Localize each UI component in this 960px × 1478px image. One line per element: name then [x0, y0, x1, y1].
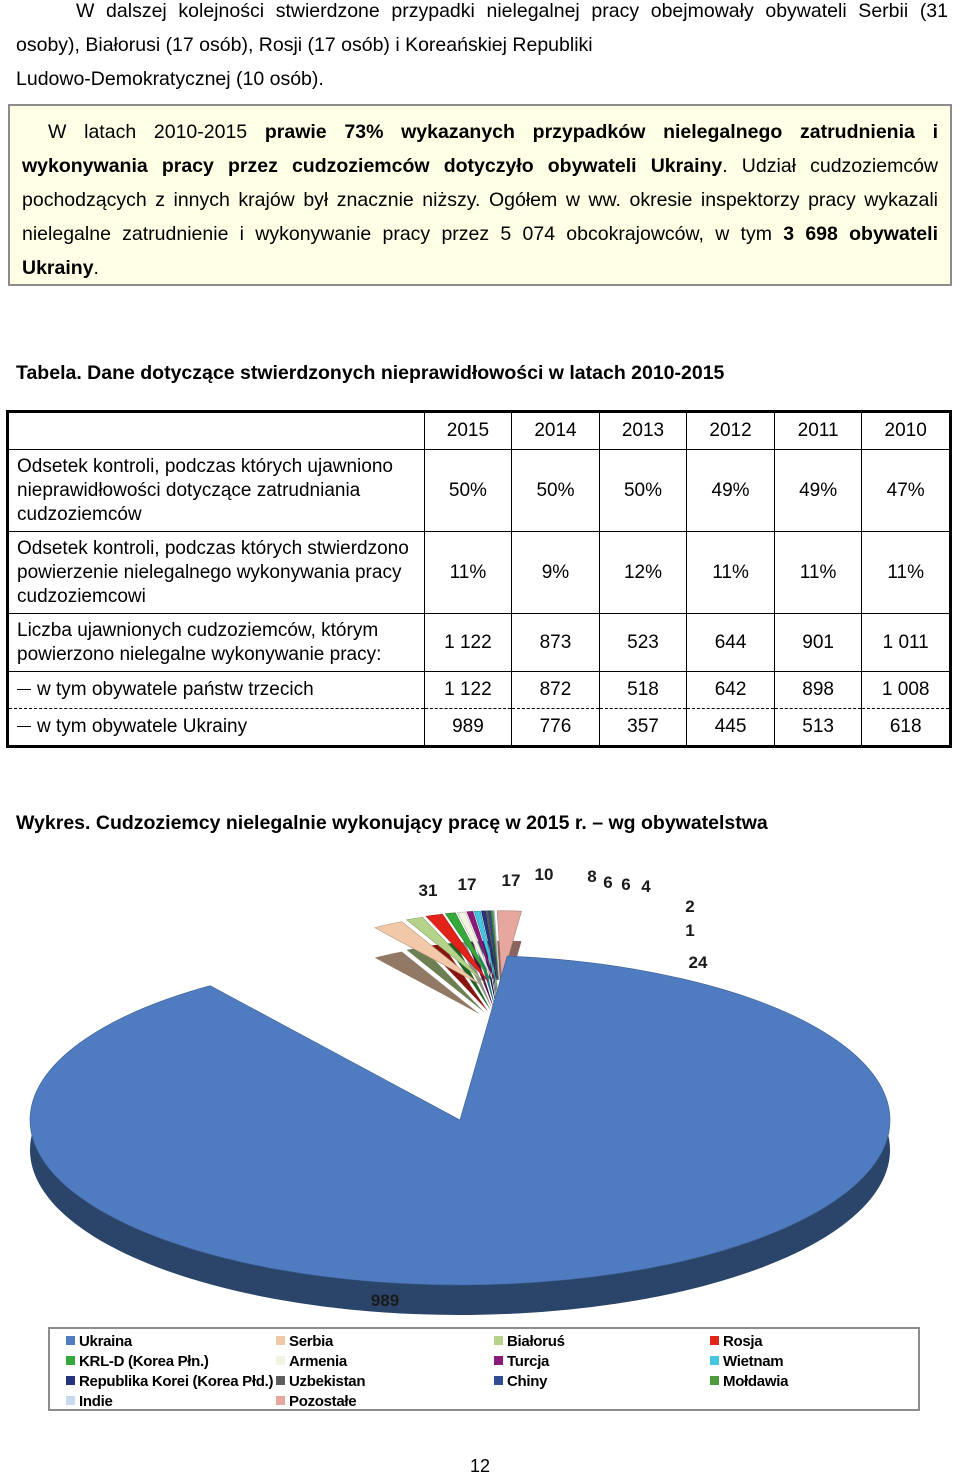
data-label: 17 [501, 871, 521, 890]
table-cell: 618 [862, 709, 951, 747]
dash-marker [17, 689, 31, 690]
legend-swatch [66, 1336, 75, 1345]
table-cell: 9% [512, 532, 600, 614]
callout-part3: . [93, 257, 99, 279]
row-label: Liczba ujawnionych cudzoziemców, którym powierzono nielegalne wykonywanie pracy: [8, 614, 425, 672]
callout-text [22, 115, 938, 285]
data-table [6, 410, 952, 748]
legend-item [494, 1353, 549, 1370]
legend-label: Uzbekistan [289, 1373, 366, 1390]
year-header: 2012 [687, 412, 775, 450]
summary-callout [8, 104, 952, 286]
table-cell: 644 [687, 614, 775, 672]
intro-text: W dalszej kolejności stwierdzone przypadki nielegalnej pracy obejmowały obywateli Serbii (31 osoby), Białorusi (17 osób), Rosji (17 osób) i Koreańskiej Republiki [16, 0, 948, 56]
legend-swatch [276, 1336, 285, 1345]
legend-item [494, 1333, 565, 1350]
table-cell: 357 [599, 709, 687, 747]
callout-part2: . Udział cudzoziemców pochodzących z innych krajów był znacznie niższy. Ogółem w ww. okresie inspektorzy pracy wykazali nielegalne zatrudnienie i wykonywanie pracy przez 5 074 obcokrajowców, w tym [22, 155, 938, 245]
data-label: 6 [603, 873, 613, 892]
data-label: 4 [641, 877, 651, 896]
table-cell: 1 011 [862, 614, 951, 672]
legend-item [66, 1393, 113, 1410]
dash-marker [17, 726, 31, 727]
legend-swatch [710, 1336, 719, 1345]
legend-label: Armenia [289, 1353, 347, 1370]
intro-text-end: Ludowo-Demokratycznej (10 osób). [16, 68, 324, 90]
legend-item [276, 1373, 365, 1390]
legend-item [276, 1333, 333, 1350]
data-label: 10 [534, 865, 554, 884]
legend-item [710, 1353, 783, 1370]
legend-item [710, 1373, 788, 1390]
data-label: 2 [685, 897, 695, 916]
table-cell: 1 008 [862, 672, 951, 709]
table-cell: 513 [774, 709, 862, 747]
legend-swatch [710, 1356, 719, 1365]
legend-swatch [276, 1356, 285, 1365]
year-header: 2011 [774, 412, 862, 450]
table-cell: 445 [687, 709, 775, 747]
data-label: 24 [688, 953, 708, 972]
table-row [8, 614, 951, 672]
callout-bold1: prawie 73% wykazanych przypadków nielegalnego zatrudnienia i wykonywania pracy przez cudzoziemców dotyczyło obywateli Ukrainy [22, 121, 938, 177]
legend-label: KRL-D (Korea Płn.) [79, 1353, 209, 1370]
row-label-text: w tym obywatele Ukrainy [37, 716, 248, 737]
table-cell: 642 [687, 672, 775, 709]
legend-swatch [66, 1396, 75, 1405]
legend-swatch [276, 1396, 285, 1405]
pie-slice-ukraina [30, 956, 890, 1285]
legend-label: Białoruś [507, 1333, 565, 1350]
table-header-row [8, 412, 951, 450]
legend-label: Pozostałe [289, 1393, 357, 1410]
legend-swatch [66, 1356, 75, 1365]
table-cell: 873 [512, 614, 600, 672]
table-cell: 1 122 [424, 614, 512, 672]
table-row [8, 450, 951, 532]
year-header: 2014 [512, 412, 600, 450]
legend-item [66, 1373, 273, 1390]
pie-chart [0, 860, 960, 1320]
table-cell: 49% [687, 450, 775, 532]
table-cell: 989 [424, 709, 512, 747]
data-label: 31 [418, 881, 438, 900]
legend-item [494, 1373, 547, 1390]
legend-swatch [710, 1376, 719, 1385]
table-cell: 898 [774, 672, 862, 709]
legend-item [66, 1333, 132, 1350]
legend-item [66, 1353, 209, 1370]
chart-caption: Wykres. Cudzoziemcy nielegalnie wykonujący pracę w 2015 r. – wg obywatelstwa [16, 812, 768, 834]
row-label [8, 709, 425, 747]
table-cell: 11% [424, 532, 512, 614]
legend-label: Republika Korei (Korea Płd.) [79, 1373, 274, 1390]
row-label: Odsetek kontroli, podczas których stwierdzono powierzenie nielegalnego wykonywania pracy cudzoziemcowi [8, 532, 425, 614]
page-number: 12 [470, 1456, 491, 1476]
legend-label: Chiny [507, 1373, 548, 1390]
legend-swatch [494, 1376, 503, 1385]
table-cell: 776 [512, 709, 600, 747]
data-label: 8 [587, 867, 597, 886]
table-cell: 11% [687, 532, 775, 614]
legend-label: Turcja [507, 1353, 550, 1370]
row-label [8, 672, 425, 709]
legend-item [276, 1353, 347, 1370]
table-cell: 50% [599, 450, 687, 532]
legend-label: Ukraina [79, 1333, 132, 1350]
table-caption-title: Dane dotyczące stwierdzonych nieprawidłowości w latach 2010-2015 [81, 362, 725, 384]
data-label: 6 [621, 875, 631, 894]
data-label: 989 [370, 1291, 400, 1310]
table-caption-label: Tabela. [16, 362, 82, 384]
table-row [8, 672, 951, 709]
table-row [8, 709, 951, 747]
row-label-text: w tym obywatele państw trzecich [37, 679, 314, 700]
legend-swatch [494, 1356, 503, 1365]
legend-item [710, 1333, 762, 1350]
table-cell: 523 [599, 614, 687, 672]
data-label: 1 [685, 921, 695, 940]
legend-label: Serbia [289, 1333, 334, 1350]
table-caption [16, 362, 724, 385]
legend-swatch [276, 1376, 285, 1385]
table-cell: 1 122 [424, 672, 512, 709]
table-cell: 47% [862, 450, 951, 532]
table-cell: 12% [599, 532, 687, 614]
table-header-empty [8, 412, 425, 450]
table-cell: 50% [512, 450, 600, 532]
table-cell: 872 [512, 672, 600, 709]
table-cell: 518 [599, 672, 687, 709]
intro-paragraph [16, 0, 948, 96]
legend-label: Wietnam [723, 1353, 784, 1370]
legend-label: Indie [79, 1393, 113, 1410]
legend-swatch [66, 1376, 75, 1385]
year-header: 2010 [862, 412, 951, 450]
callout-bold2: 3 698 obywateli Ukrainy [22, 223, 938, 279]
table-cell: 50% [424, 450, 512, 532]
legend-item [276, 1393, 356, 1410]
table-cell: 901 [774, 614, 862, 672]
legend-label: Rosja [723, 1333, 763, 1350]
table-cell: 11% [774, 532, 862, 614]
row-label: Odsetek kontroli, podczas których ujawniono nieprawidłowości dotyczące zatrudniania cudzoziemców [8, 450, 425, 532]
year-header: 2013 [599, 412, 687, 450]
legend-swatch [494, 1336, 503, 1345]
callout-part1: W latach 2010-2015 [48, 121, 265, 143]
table-row [8, 532, 951, 614]
legend-label: Mołdawia [723, 1373, 789, 1390]
year-header: 2015 [424, 412, 512, 450]
chart-legend [48, 1327, 920, 1411]
data-label: 17 [457, 875, 477, 894]
table-cell: 11% [862, 532, 951, 614]
table-cell: 49% [774, 450, 862, 532]
